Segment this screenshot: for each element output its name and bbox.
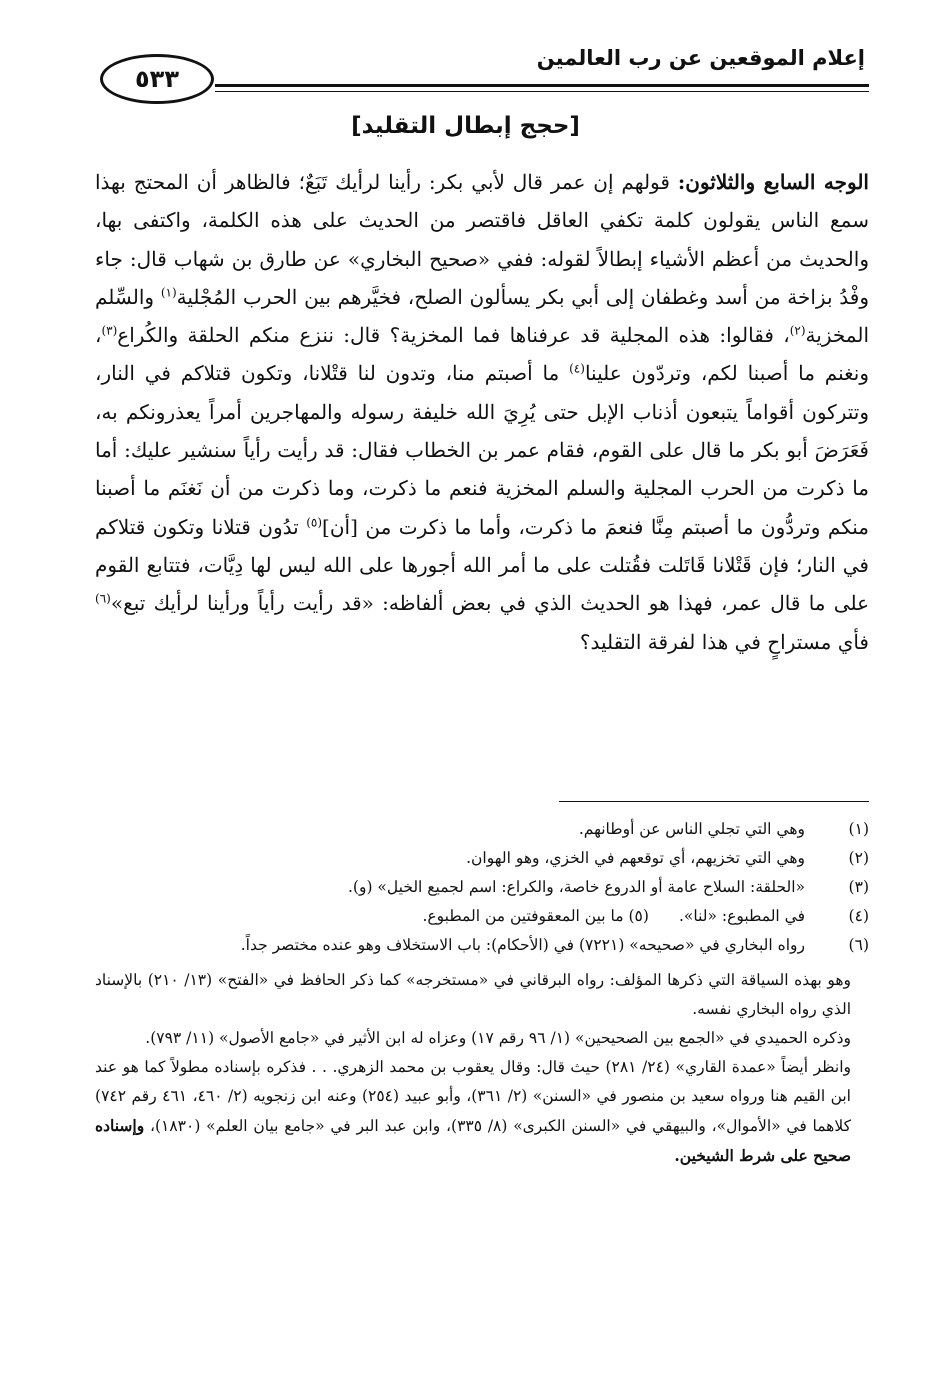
footnote-continuation: وذكره الحميدي في «الجمع بين الصحيحين» (١/ ٩٦ رقم ١٧) وعزاه له ابن الأثير في «جامع الأصول» (١١/ ٧٩٣). [145, 1029, 851, 1047]
text-run: تدُون قتلانا وتكون قتلاكم في النار؛ فإن قَتْلانا قَاتَلت فقُتلت على ما أمر الله أجورها على الله ليس لها دِيَّات، فتتابع القوم على ما قال عمر، فهذا هو الحديث الذي في بعض ألفاظه: «قد رأيت رأياً ورأينا لرأيك تبع» [95, 514, 869, 616]
text-run: ، فقالوا: هذه المجلية قد عرفناها فما المخزية؟ قال: ننزع منكم الحلقة والكُراع [117, 323, 790, 348]
footnote-number: (٤) [848, 907, 869, 925]
footnote-number: (١) [848, 820, 869, 838]
footnote-continuation [95, 1053, 869, 1171]
footnote-continuation: وهو بهذه السياقة التي ذكرها المؤلف: رواه البرقاني في «مستخرجه» كما ذكر الحافظ في «الفتح» (١٣/ ٢١٠) بالإسناد الذي رواه البخاري نفسه. [95, 971, 851, 1018]
footnote-2 [95, 844, 869, 873]
footnote-text: رواه البخاري في «صحيحه» (٧٢٢١) في (الأحكام): باب الاستخلاف وهو عنده مختصر جداً. [240, 936, 805, 954]
footnote-ref[interactable]: (٥) [306, 515, 323, 530]
footnote-3 [95, 873, 869, 902]
text-run: ، ونغنم ما أصبنا لكم، وتردّون علينا [95, 323, 869, 386]
paragraph-lead: الوجه السابع والثلاثون: [677, 170, 869, 194]
text-run: والسِّلم المخزية [95, 284, 869, 348]
footnote-grading: وإسناده صحيح على شرط الشيخين. [95, 1116, 851, 1165]
footnote-number: (٣) [848, 878, 869, 896]
footnote-1 [95, 815, 869, 844]
text-run: ما أصبتم منا، وتدون لنا قتْلانا، وتكون قتلاكم في النار، وتتركون أقواماً يتبعون أذناب الإبل حتى يُرِيَ الله خليفة رسوله والمهاجرين أمراً يعذرونكم به، فَعَرَضَ أبو بكر ما قال على القوم، فقام عمر بن الخطاب فقال: قد رأيت رأياً سنشير عليك: أما ما ذكرت من الحرب المجلية والسلم المخزية فنعم ما ذكرت، وما ذكرت من أن نَغنَم ما أصبنا منكم وتردُّون ما أصبتم مِنَّا فنعمَ ما ذكرت، وأما ما ذكرت من [أن] [95, 361, 869, 539]
footnote-ref[interactable]: (٦) [95, 591, 111, 606]
section-heading: [حجج إبطال التقليد] [351, 113, 580, 139]
footnote-text: وهي التي تخزيهم، أي توقعهم في الخزي، وهو الهوان. [466, 849, 805, 867]
footnote-number: (٥) [628, 907, 649, 925]
running-title: إعلام الموقعين عن رب العالمين [536, 46, 865, 70]
footnote-text: وهي التي تجلي الناس عن أوطانهم. [578, 820, 805, 838]
footnote-text: ما بين المعقوفتين من المطبوع. [422, 907, 624, 925]
footnotes [95, 815, 869, 1171]
header-rule-thin [215, 91, 869, 92]
footnote-text: «الحلقة: السلاح عامة أو الدروع خاصة، والكراع: اسم لجميع الخيل» (و). [347, 878, 805, 896]
footnote-ref[interactable]: (١) [160, 285, 177, 300]
footnote-number: (٢) [848, 849, 869, 867]
footnote-4-5 [95, 902, 869, 931]
page-number: ٥٣٣ [100, 54, 214, 104]
main-text [95, 163, 869, 661]
footnote-ref[interactable]: (٤) [569, 361, 585, 376]
footnote-6 [95, 931, 869, 960]
footnote-ref[interactable]: (٣) [101, 323, 118, 338]
header-rule [215, 84, 869, 87]
footnote-separator [559, 801, 869, 802]
text-run: قولهم إن عمر قال لأبي بكر: رأينا لرأيك تَبَعٌ؛ فالظاهر أن المحتج بهذا سمع الناس يقولون كلمة تكفي العاقل فاقتصر من الحديث على هذه الكلمة، واكتفى بها، والحديث من أعظم الأشياء إبطالاً لقوله: ففي «صحيح البخاري» عن طارق بن شهاب قال: جاء وفْدُ بزاخة من أسد وغطفان إلى أبي بكر يسألون الصلح، فخيَّرهم بين الحرب المُجْلية [95, 170, 869, 309]
footnote-text: وانظر أيضاً «عمدة القاري» (٢٤/ ٢٨١) حيث قال: وقال يعقوب بن محمد الزهري. . . فذكره بإسناده مطولاً كما هو عند ابن القيم هنا ورواه سعيد بن منصور في «السنن» (٢/ ٣٦١)، وأبو عبيد (٢٥٤) وعنه ابن زنجويه (٢/ ٤٦٠، ٤٦١ رقم ٧٤٢) كلاهما في «الأموال»، والبيهقي في «السنن الكبرى» (٨/ ٣٣٥)، وابن عبد البر في «جامع بيان العلم» (١٨٣٠)، [95, 1058, 851, 1135]
footnote-ref[interactable]: (٢) [789, 323, 806, 338]
footnote-text: في المطبوع: «لنا». [678, 907, 805, 925]
footnote-number: (٦) [848, 936, 869, 954]
footnote-5 [422, 902, 648, 931]
text-run: فأي مستراحٍ في هذا لفرقة التقليد؟ [579, 629, 869, 654]
